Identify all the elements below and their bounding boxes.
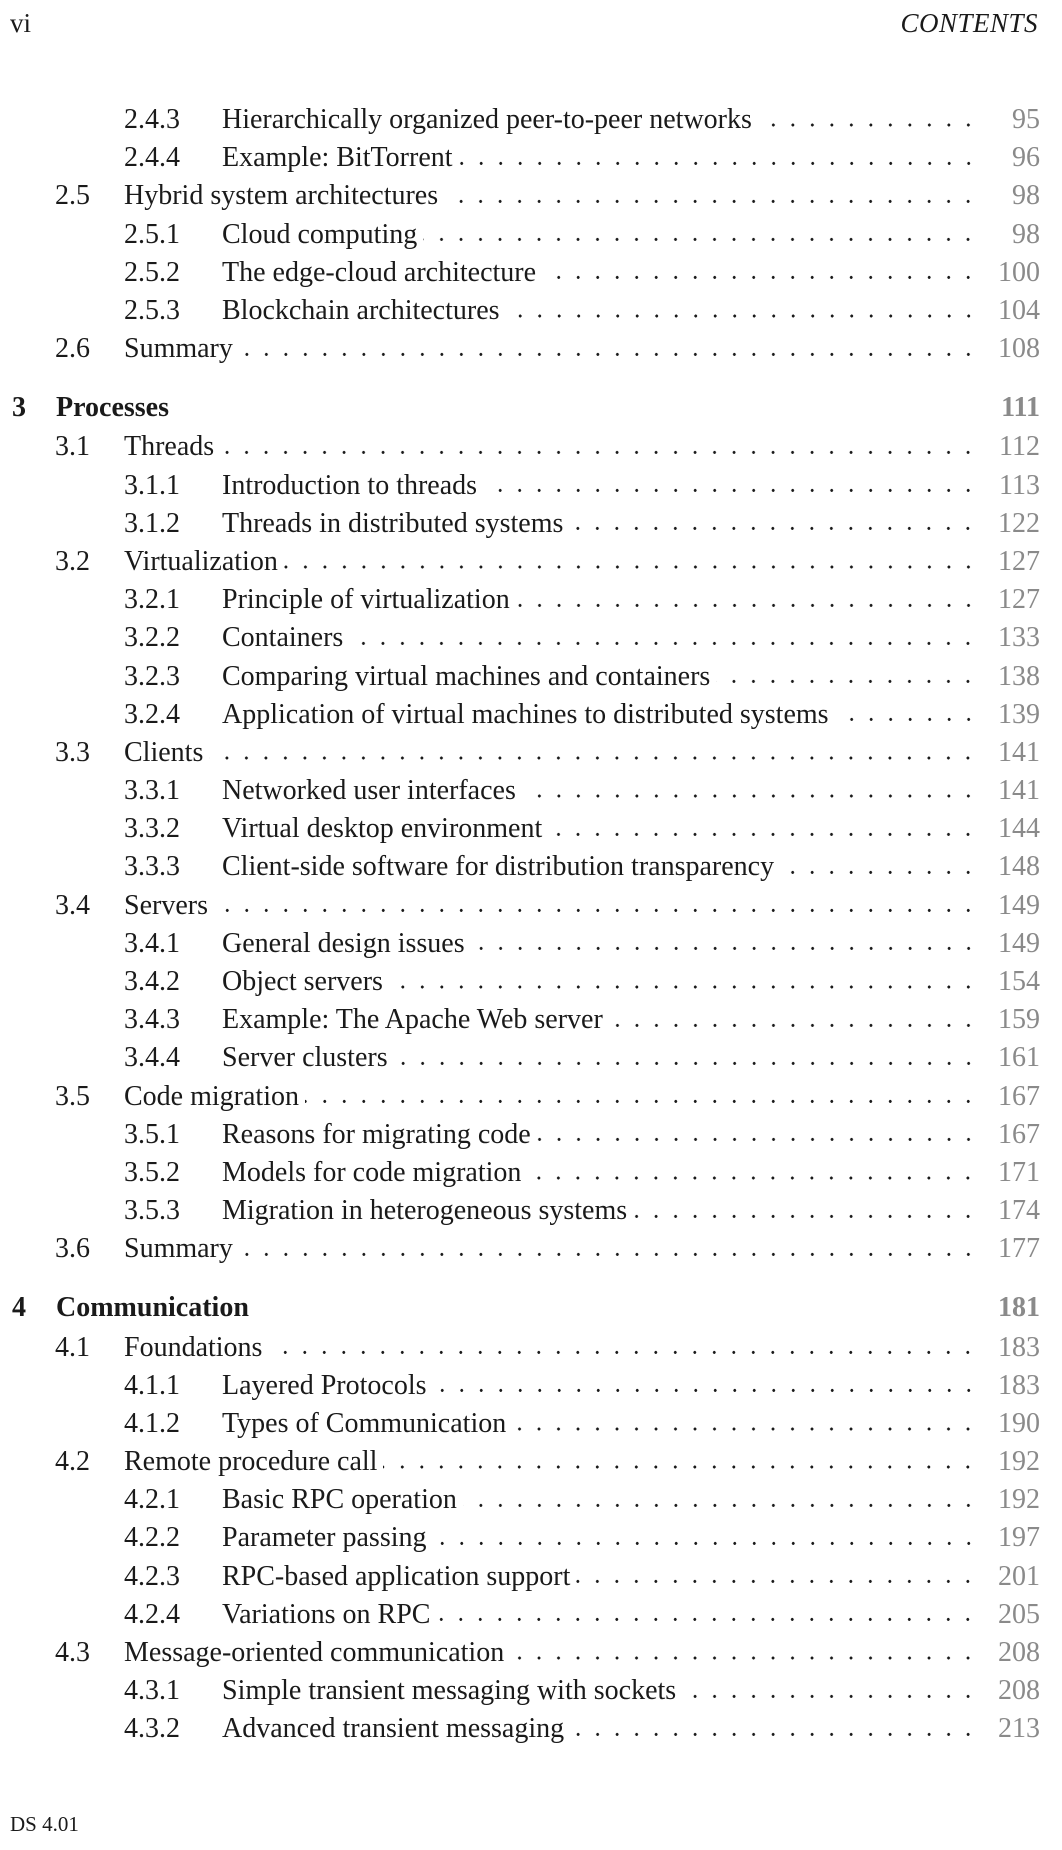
toc-entry-subsection[interactable]	[0, 101, 1040, 139]
toc-entry-number: 2.5	[55, 180, 90, 212]
toc-entry-page[interactable]: 148	[998, 851, 1040, 883]
toc-entry-title: Code migration	[124, 1081, 305, 1113]
toc-entry-subsection[interactable]	[0, 254, 1040, 292]
toc-entry-body	[222, 1519, 1040, 1557]
toc-entry-page[interactable]: 201	[998, 1560, 1040, 1592]
toc-entry-subsection[interactable]	[0, 696, 1040, 734]
toc-entry-body	[124, 330, 1040, 368]
dot-leader	[239, 339, 978, 370]
toc-entry-number: 3.1	[55, 431, 90, 463]
toc-entry-title: Reasons for migrating code	[222, 1119, 537, 1151]
dot-leader	[423, 224, 978, 255]
dot-leader	[459, 148, 978, 179]
toc-entry-section[interactable]	[0, 1443, 1040, 1481]
toc-entry-title: Introduction to threads	[222, 470, 483, 502]
toc-entry-body	[124, 1078, 1040, 1116]
toc-entry-number: 3.2.1	[124, 584, 180, 616]
toc-entry-number: 3.5	[55, 1080, 90, 1112]
toc-entry-subsection[interactable]	[0, 1558, 1040, 1596]
dot-leader	[758, 110, 978, 141]
dot-leader	[389, 972, 978, 1003]
toc-entry-subsection[interactable]	[0, 505, 1040, 543]
toc-entry-page[interactable]: 181	[998, 1292, 1040, 1324]
toc-entry-title: Virtual desktop environment	[222, 813, 548, 845]
toc-entry-subsection[interactable]	[0, 1481, 1040, 1519]
toc-entry-body	[222, 505, 1040, 543]
toc-entry-title: Example: BitTorrent	[222, 142, 459, 174]
toc-entry-body	[222, 696, 1040, 734]
toc-entry-subsection[interactable]	[0, 657, 1040, 695]
toc-entry-title: Hybrid system architectures	[124, 180, 444, 212]
toc-entry-body	[222, 1001, 1040, 1039]
toc-entry-title: Cloud computing	[222, 219, 423, 251]
toc-entry-section[interactable]	[0, 428, 1040, 466]
dot-leader	[576, 1566, 978, 1597]
toc-entry-page[interactable]: 141	[998, 775, 1040, 807]
dot-leader	[548, 819, 978, 850]
toc-entry-body	[222, 1558, 1040, 1596]
toc-entry-section[interactable]	[0, 543, 1040, 581]
dot-leader	[609, 1010, 978, 1041]
dot-leader	[214, 895, 978, 926]
toc-entry-title: Server clusters	[222, 1042, 394, 1074]
toc-entry-title: Clients	[124, 737, 209, 769]
toc-entry-page[interactable]: 144	[998, 813, 1040, 845]
toc-entry-title: Summary	[124, 1233, 239, 1265]
toc-entry-page[interactable]: 197	[998, 1522, 1040, 1554]
toc-entry-title: Blockchain architectures	[222, 295, 506, 327]
toc-entry-page[interactable]: 174	[998, 1195, 1040, 1227]
toc-entry-body	[124, 734, 1040, 772]
toc-entry-number: 4	[12, 1292, 26, 1324]
toc-entry-page[interactable]: 183	[998, 1369, 1040, 1401]
toc-entry-number: 3.3	[55, 736, 90, 768]
toc-entry-body	[222, 139, 1040, 177]
toc-entry-number: 4.2.4	[124, 1598, 180, 1630]
toc-entry-chapter[interactable]	[0, 388, 1040, 428]
toc-entry-number: 3.4.1	[124, 927, 180, 959]
toc-entry-subsection[interactable]	[0, 1519, 1040, 1557]
dot-leader	[383, 1452, 978, 1483]
toc-entry-body	[124, 428, 1040, 466]
toc-entry-subsection[interactable]	[0, 1672, 1040, 1710]
dot-leader	[394, 1048, 978, 1079]
toc-entry-body	[124, 1230, 1040, 1268]
toc-entry-title: Example: The Apache Web server	[222, 1004, 609, 1036]
toc-entry-body	[222, 963, 1040, 1001]
toc-entry-subsection[interactable]	[0, 1710, 1040, 1748]
toc-entry-number: 3.2.3	[124, 660, 180, 692]
dot-leader	[537, 1124, 978, 1155]
toc-entry-number: 4.2.1	[124, 1484, 180, 1516]
dot-leader	[716, 666, 978, 697]
toc-entry-title: Simple transient messaging with sockets	[222, 1675, 682, 1707]
toc-entry-title: Variations on RPC	[222, 1599, 436, 1631]
toc-entry-subsection[interactable]	[0, 772, 1040, 810]
toc-entry-subsection[interactable]	[0, 1192, 1040, 1230]
toc-entry-page[interactable]: 159	[998, 1004, 1040, 1036]
toc-entry-title: Processes	[56, 392, 175, 424]
toc-entry-subsection[interactable]	[0, 581, 1040, 619]
dot-leader	[522, 781, 978, 812]
toc-entry-number: 3.1.2	[124, 507, 180, 539]
toc-entry-page[interactable]: 171	[998, 1156, 1040, 1188]
dot-leader	[471, 933, 978, 964]
dot-leader	[433, 1528, 979, 1559]
toc-entry-page[interactable]: 154	[998, 966, 1040, 998]
toc-entry-title: The edge-cloud architecture	[222, 257, 542, 289]
toc-entry-title: Models for code migration	[222, 1157, 527, 1189]
dot-leader	[483, 475, 978, 506]
toc-entry-number: 2.5.3	[124, 295, 180, 327]
toc-entry-number: 2.5.1	[124, 218, 180, 250]
toc-entry-title: Principle of virtualization	[222, 584, 516, 616]
toc-entry-body	[222, 1405, 1040, 1443]
toc-entry-body	[124, 887, 1040, 925]
dot-leader	[209, 743, 978, 774]
toc-entry-number: 4.3.2	[124, 1713, 180, 1745]
dot-leader	[512, 1414, 978, 1445]
toc-entry-page[interactable]: 111	[1001, 392, 1040, 424]
toc-entry-body	[222, 254, 1040, 292]
page-number: vi	[10, 8, 32, 38]
toc-entry-title: Servers	[124, 890, 214, 922]
toc-entry-body	[56, 388, 1040, 428]
dot-leader	[510, 1643, 978, 1674]
toc-entry-body	[222, 467, 1040, 505]
table-of-contents	[0, 101, 1040, 1749]
toc-entry-body	[222, 292, 1040, 330]
toc-entry-number: 3.5.2	[124, 1156, 180, 1188]
dot-leader	[569, 513, 978, 544]
toc-entry-section[interactable]	[0, 734, 1040, 772]
toc-entry-title: Layered Protocols	[222, 1370, 433, 1402]
toc-entry-number: 4.2	[55, 1446, 90, 1478]
toc-entry-number: 3.2.4	[124, 698, 180, 730]
toc-entry-subsection[interactable]	[0, 1039, 1040, 1077]
toc-entry-title: Parameter passing	[222, 1522, 433, 1554]
toc-entry-title: Communication	[56, 1292, 255, 1324]
toc-entry-subsection[interactable]	[0, 139, 1040, 177]
toc-entry-page[interactable]: 113	[999, 469, 1040, 501]
toc-entry-page[interactable]: 133	[998, 622, 1040, 654]
toc-entry-title: Application of virtual machines to distributed systems	[222, 699, 835, 731]
toc-entry-page[interactable]: 177	[998, 1233, 1040, 1265]
toc-entry-number: 2.4.4	[124, 142, 180, 174]
toc-entry-subsection[interactable]	[0, 1596, 1040, 1634]
toc-entry-title: General design issues	[222, 928, 471, 960]
toc-entry-page[interactable]: 98	[1012, 180, 1040, 212]
dot-leader	[516, 590, 978, 621]
toc-entry-page[interactable]: 100	[998, 256, 1040, 288]
toc-entry-number: 3.4.3	[124, 1004, 180, 1036]
toc-entry-number: 3.4.4	[124, 1042, 180, 1074]
toc-entry-page[interactable]: 104	[998, 295, 1040, 327]
toc-entry-page[interactable]: 122	[998, 507, 1040, 539]
running-head: CONTENTS	[900, 8, 1038, 38]
toc-entry-subsection[interactable]	[0, 1001, 1040, 1039]
toc-entry-page[interactable]: 183	[998, 1331, 1040, 1363]
toc-entry-page[interactable]: 213	[998, 1713, 1040, 1745]
dot-leader	[433, 1375, 979, 1406]
toc-entry-title: Types of Communication	[222, 1408, 512, 1440]
toc-entry-title: Hierarchically organized peer-to-peer networks	[222, 104, 758, 136]
dot-leader	[633, 1201, 978, 1232]
toc-entry-body	[56, 1288, 1040, 1328]
toc-entry-number: 2.5.2	[124, 256, 180, 288]
toc-entry-page[interactable]: 205	[998, 1598, 1040, 1630]
toc-entry-page[interactable]: 190	[998, 1407, 1040, 1439]
toc-entry-title: Remote procedure call	[124, 1446, 383, 1478]
dot-leader	[305, 1086, 978, 1117]
toc-entry-title: Containers	[222, 622, 349, 654]
toc-entry-section[interactable]	[0, 887, 1040, 925]
dot-leader	[349, 628, 978, 659]
toc-entry-body	[222, 1481, 1040, 1519]
toc-entry-title: Comparing virtual machines and containers	[222, 661, 716, 693]
toc-entry-title: Object servers	[222, 966, 389, 998]
toc-entry-number: 3.1.1	[124, 469, 180, 501]
toc-entry-body	[222, 101, 1040, 139]
toc-entry-body	[222, 581, 1040, 619]
toc-entry-title: Message-oriented communication	[124, 1637, 510, 1669]
toc-entry-section[interactable]	[0, 330, 1040, 368]
dot-leader	[682, 1681, 978, 1712]
dot-leader	[268, 1337, 978, 1368]
dot-leader	[284, 552, 978, 583]
toc-entry-number: 4.3.1	[124, 1675, 180, 1707]
toc-entry-number: 4.1.1	[124, 1369, 180, 1401]
toc-entry-number: 3	[12, 392, 26, 424]
toc-entry-page[interactable]: 192	[998, 1446, 1040, 1478]
toc-entry-number: 3.2	[55, 545, 90, 577]
toc-entry-chapter[interactable]	[0, 1288, 1040, 1328]
toc-entry-section[interactable]	[0, 177, 1040, 215]
toc-entry-body	[222, 1596, 1040, 1634]
toc-entry-subsection[interactable]	[0, 1367, 1040, 1405]
toc-entry-section[interactable]	[0, 1328, 1040, 1366]
toc-entry-number: 4.2.3	[124, 1560, 180, 1592]
toc-entry-body	[222, 1367, 1040, 1405]
dot-leader	[835, 704, 978, 735]
toc-entry-body	[222, 810, 1040, 848]
toc-entry-body	[124, 1634, 1040, 1672]
toc-entry-page[interactable]: 161	[998, 1042, 1040, 1074]
toc-entry-title: Threads in distributed systems	[222, 508, 569, 540]
toc-entry-page[interactable]: 98	[1012, 218, 1040, 250]
dot-leader	[220, 437, 978, 468]
toc-entry-title: Virtualization	[124, 546, 284, 578]
toc-entry-page[interactable]: 141	[998, 736, 1040, 768]
toc-entry-body	[124, 177, 1040, 215]
toc-entry-title: RPC-based application support	[222, 1561, 576, 1593]
toc-entry-title: Basic RPC operation	[222, 1484, 463, 1516]
toc-entry-number: 4.1.2	[124, 1407, 180, 1439]
toc-block	[0, 388, 1040, 1268]
toc-entry-number: 3.5.3	[124, 1195, 180, 1227]
toc-entry-subsection[interactable]	[0, 1405, 1040, 1443]
toc-entry-section[interactable]	[0, 1078, 1040, 1116]
toc-entry-body	[222, 1672, 1040, 1710]
toc-entry-title: Summary	[124, 333, 239, 365]
toc-entry-subsection[interactable]	[0, 216, 1040, 254]
toc-entry-body	[222, 216, 1040, 254]
toc-entry-number: 3.3.2	[124, 813, 180, 845]
toc-entry-number: 3.3.1	[124, 775, 180, 807]
toc-entry-page[interactable]: 149	[998, 927, 1040, 959]
toc-entry-body	[222, 925, 1040, 963]
toc-entry-section[interactable]	[0, 1634, 1040, 1672]
dot-leader	[542, 262, 978, 293]
toc-entry-number: 3.4	[55, 889, 90, 921]
toc-entry-page[interactable]: 96	[1012, 142, 1040, 174]
toc-entry-subsection[interactable]	[0, 1116, 1040, 1154]
toc-entry-subsection[interactable]	[0, 1154, 1040, 1192]
toc-entry-title: Client-side software for distribution transparency	[222, 851, 780, 883]
toc-entry-body	[222, 848, 1040, 886]
toc-entry-number: 3.6	[55, 1233, 90, 1265]
toc-entry-body	[222, 619, 1040, 657]
toc-entry-subsection[interactable]	[0, 810, 1040, 848]
toc-entry-subsection[interactable]	[0, 848, 1040, 886]
toc-entry-number: 3.2.2	[124, 622, 180, 654]
toc-entry-title: Foundations	[124, 1332, 268, 1364]
toc-entry-number: 3.5.1	[124, 1118, 180, 1150]
dot-leader	[570, 1719, 978, 1750]
toc-entry-page[interactable]: 208	[998, 1637, 1040, 1669]
toc-entry-page[interactable]: 127	[998, 584, 1040, 616]
toc-entry-number: 4.3	[55, 1637, 90, 1669]
toc-entry-page[interactable]: 167	[998, 1080, 1040, 1112]
toc-entry-page[interactable]: 127	[998, 545, 1040, 577]
toc-entry-page[interactable]: 167	[998, 1118, 1040, 1150]
toc-entry-title: Threads	[124, 431, 220, 463]
toc-entry-title: Networked user interfaces	[222, 775, 522, 807]
toc-entry-number: 4.2.2	[124, 1522, 180, 1554]
toc-entry-number: 3.3.3	[124, 851, 180, 883]
toc-entry-body	[222, 1116, 1040, 1154]
toc-entry-title: Migration in heterogeneous systems	[222, 1195, 633, 1227]
toc-entry-body	[124, 543, 1040, 581]
toc-entry-body	[222, 1039, 1040, 1077]
toc-entry-subsection[interactable]	[0, 467, 1040, 505]
toc-entry-page[interactable]: 108	[998, 333, 1040, 365]
toc-entry-page[interactable]: 149	[998, 889, 1040, 921]
toc-entry-subsection[interactable]	[0, 292, 1040, 330]
toc-entry-body	[222, 1710, 1040, 1748]
toc-entry-page[interactable]: 208	[998, 1675, 1040, 1707]
toc-entry-title: Advanced transient messaging	[222, 1713, 570, 1745]
toc-entry-subsection[interactable]	[0, 963, 1040, 1001]
dot-leader	[506, 301, 978, 332]
toc-block	[0, 1288, 1040, 1748]
dot-leader	[527, 1163, 978, 1194]
toc-block	[0, 101, 1040, 368]
toc-entry-page[interactable]: 139	[998, 698, 1040, 730]
toc-entry-number: 3.4.2	[124, 966, 180, 998]
toc-entry-subsection[interactable]	[0, 619, 1040, 657]
toc-entry-page[interactable]: 138	[998, 660, 1040, 692]
toc-entry-body	[124, 1443, 1040, 1481]
dot-leader	[436, 1604, 978, 1635]
toc-entry-page[interactable]: 192	[998, 1484, 1040, 1516]
footer-version: DS 4.01	[10, 1812, 79, 1836]
dot-leader	[463, 1490, 978, 1521]
toc-entry-body	[222, 1154, 1040, 1192]
dot-leader	[239, 1239, 978, 1270]
toc-entry-section[interactable]	[0, 1230, 1040, 1268]
toc-entry-body	[124, 1328, 1040, 1366]
toc-entry-page[interactable]: 95	[1012, 104, 1040, 136]
toc-entry-body	[222, 1192, 1040, 1230]
toc-entry-page[interactable]: 112	[999, 431, 1040, 463]
toc-entry-subsection[interactable]	[0, 925, 1040, 963]
dot-leader	[780, 857, 978, 888]
toc-entry-number: 2.4.3	[124, 104, 180, 136]
toc-entry-number: 4.1	[55, 1331, 90, 1363]
toc-entry-body	[222, 657, 1040, 695]
dot-leader	[444, 186, 978, 217]
toc-entry-number: 2.6	[55, 333, 90, 365]
toc-entry-body	[222, 772, 1040, 810]
